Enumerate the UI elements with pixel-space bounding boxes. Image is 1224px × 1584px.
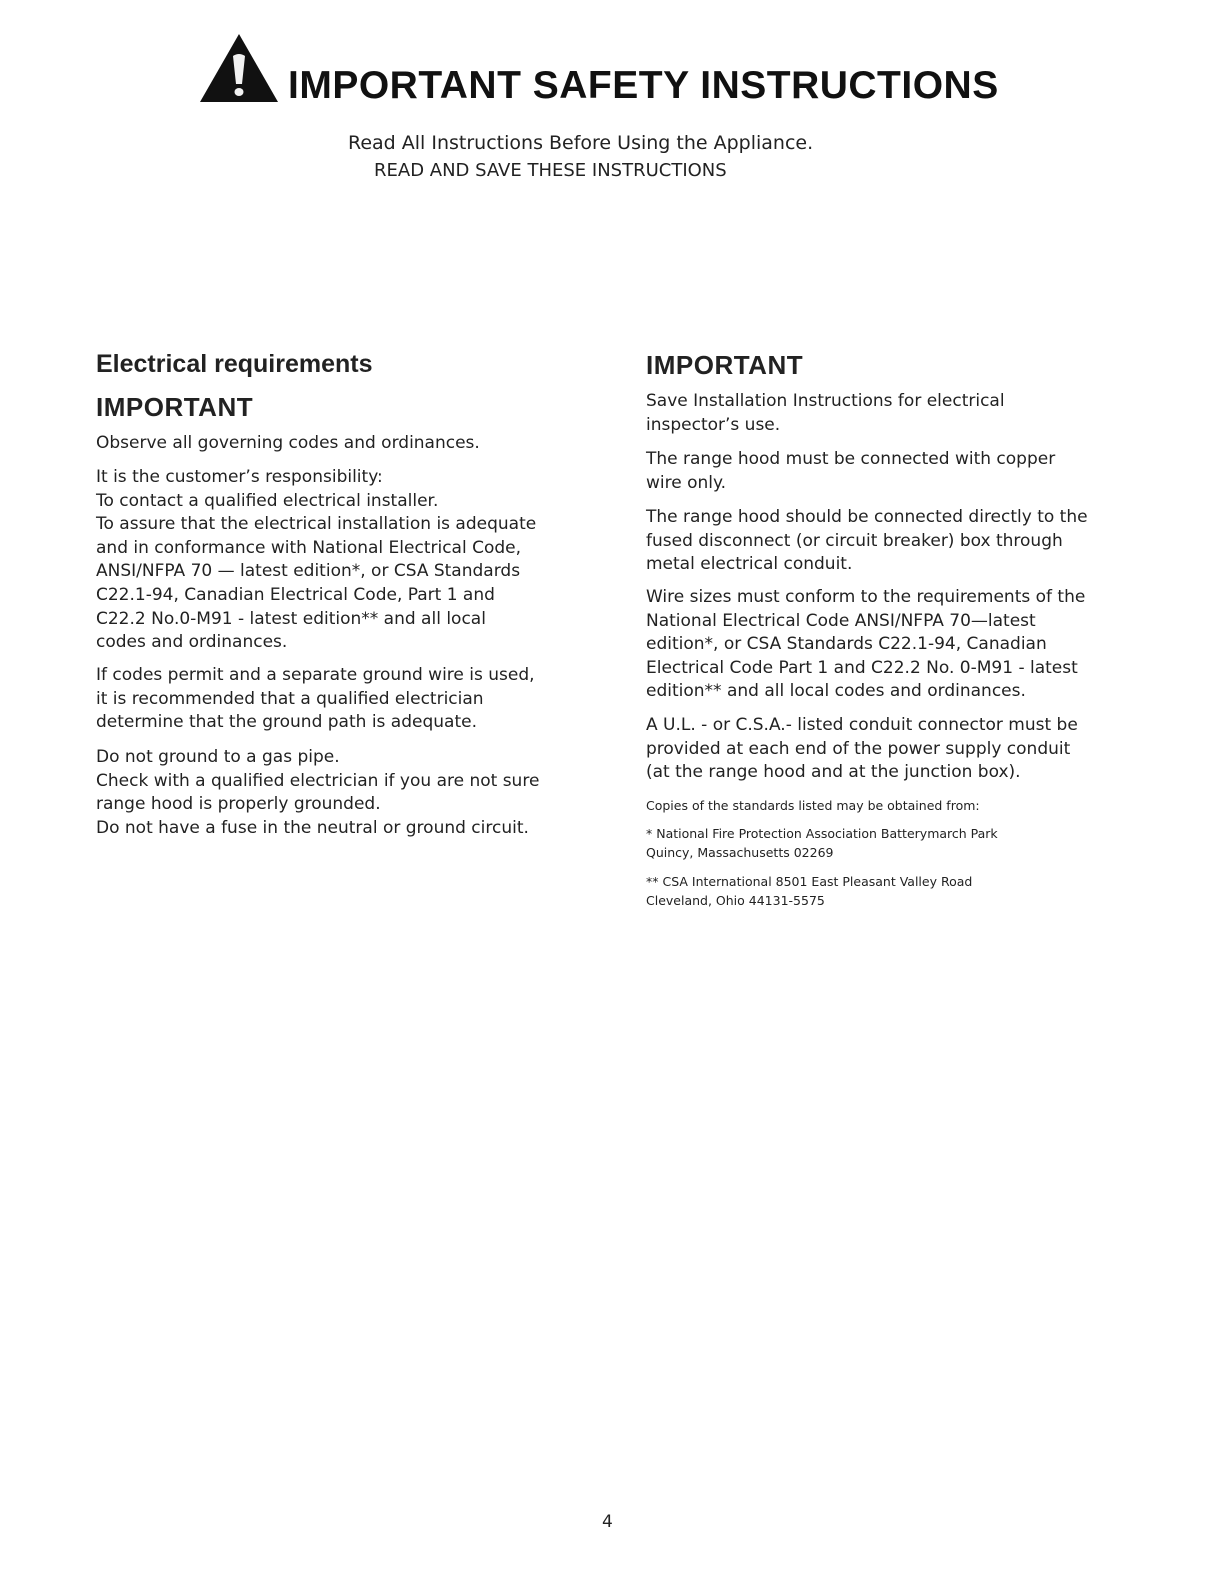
section-title-electrical: Electrical requirements (96, 350, 373, 378)
important-heading-left: IMPORTANT (96, 392, 254, 422)
note-nfpa-address: * National Fire Protection Association Batterymarch Park Quincy, Massachusetts 02269 (646, 826, 998, 860)
note-copies: Copies of the standards listed may be obtained from: (646, 798, 980, 813)
paragraph-wire-sizes: Wire sizes must conform to the requirements of the National Electrical Code ANSI/NFPA 70—latest edition*, or CSA Standards C22.1-94, Canadian Electrical Code Part 1 and C22.2 No. 0-M91 - latest edition** and all local codes and ordinances. (646, 587, 1086, 702)
important-heading-right: IMPORTANT (646, 350, 804, 380)
paragraph-codes: Observe all governing codes and ordinances. (96, 433, 480, 453)
page-title: IMPORTANT SAFETY INSTRUCTIONS (288, 64, 999, 107)
paragraph-fused-disconnect: The range hood should be connected directly to the fused disconnect (or circuit breaker) box through metal electrical conduit. (646, 507, 1088, 575)
title-row (198, 28, 1018, 108)
warning-triangle-icon (198, 32, 280, 104)
paragraph-conduit-connector: A U.L. - or C.S.A.- listed conduit connector must be provided at each end of the power supply conduit (at the range hood and at the junction box). (646, 715, 1078, 783)
note-csa-address: ** CSA International 8501 East Pleasant Valley Road Cleveland, Ohio 44131-5575 (646, 874, 973, 908)
page-number: 4 (602, 1512, 613, 1532)
paragraph-ground-wire: If codes permit and a separate ground wire is used, it is recommended that a qualified electrician determine that the ground path is adequate. (96, 665, 535, 733)
subtitle: Read All Instructions Before Using the Appliance. (348, 132, 814, 154)
paragraph-grounding: Do not ground to a gas pipe. Check with a qualified electrician if you are not sure range hood is properly grounded. Do not have a fuse in the neutral or ground circuit. (96, 747, 540, 838)
paragraph-save-instructions: Save Installation Instructions for electrical inspector’s use. (646, 391, 1005, 435)
paragraph-copper-wire: The range hood must be connected with copper wire only. (646, 449, 1056, 493)
paragraph-responsibility: It is the customer’s responsibility: To contact a qualified electrical installer. To assure that the electrical installation is adequate and in conformance with National Electrical Code, ANSI/NFPA 70 — latest edition*, or CSA Standards C22.1-94, Canadian Electrical Code, Part 1 and C22.2 No.0-M91 - latest edition** and all local codes and ordinances. (96, 467, 537, 653)
subtitle-save: READ AND SAVE THESE INSTRUCTIONS (374, 160, 727, 181)
